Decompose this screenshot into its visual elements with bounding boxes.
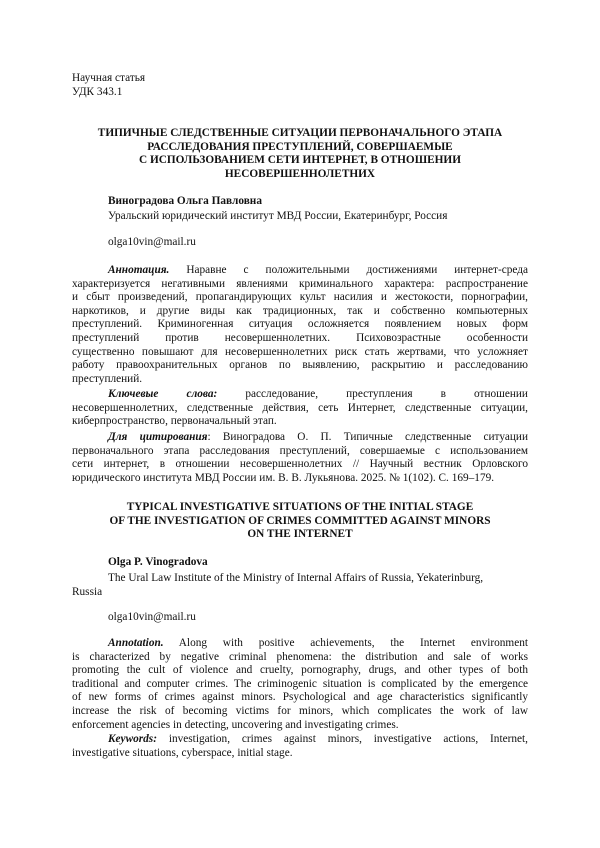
en-keywords xyxy=(72,733,528,760)
en-abstract-line: Along with positive achievements, the Internet environment xyxy=(179,637,528,649)
ru-author-block xyxy=(108,195,528,223)
en-keywords-line: investigation, crimes against minors, investigative actions, Internet, xyxy=(169,733,528,745)
ru-author-name: Виноградова Ольга Павловна xyxy=(108,195,528,209)
ru-title xyxy=(72,127,528,181)
ru-keywords-line: расследование, преступления в отношении xyxy=(245,388,528,400)
ru-keywords xyxy=(72,388,528,429)
ru-citation-line: юридического института МВД России им. В. В. Лукьянова. 2025. № 1(102). С. 169–179. xyxy=(72,472,528,486)
ru-email xyxy=(108,236,564,250)
ru-abstract-label: Аннотация. xyxy=(108,264,169,276)
en-abstract-line: enforcement agencies in detecting, uncovering and investigating crimes. xyxy=(72,719,528,733)
en-title-line: ON THE INTERNET xyxy=(72,528,528,542)
en-title-line: TYPICAL INVESTIGATIVE SITUATIONS OF THE INITIAL STAGE xyxy=(72,501,528,515)
ru-abstract-line: существенно повышают для несовершеннолетних риск стать жертвами, что усложняет xyxy=(72,346,528,360)
ru-abstract-first-line xyxy=(72,264,528,278)
en-keywords-line: investigative situations, cyberspace, initial stage. xyxy=(72,747,528,761)
ru-citation xyxy=(72,431,528,485)
en-author-name: Olga P. Vinogradova xyxy=(108,556,528,570)
ru-citation-line: : Виноградова О. П. Типичные следственные ситуации xyxy=(208,431,528,443)
article-header xyxy=(72,72,528,99)
ru-citation-line: первоначального этапа расследования преступлений, совершаемые с использованием xyxy=(72,445,528,459)
en-email xyxy=(108,611,564,625)
en-author-block xyxy=(108,556,528,570)
ru-abstract-line: наркотиков, и другие виды как традиционных, так и собственно компьютерных xyxy=(72,305,528,319)
en-abstract-line: of new forms of crimes against minors. Psychological and age characteristics significantly xyxy=(72,691,528,705)
ru-abstract-line: и сбыт произведений, пропагандирующих культ насилия и жестокости, порнографии, xyxy=(72,291,528,305)
ru-title-line: НЕСОВЕРШЕННОЛЕТНИХ xyxy=(72,168,528,182)
ru-abstract-line: характеризуется негативными явлениями криминального характера: распространение xyxy=(72,278,528,292)
en-title xyxy=(72,501,528,542)
ru-abstract xyxy=(72,264,528,386)
ru-abstract-line: Наравне с положительными достижениями интернет-среда xyxy=(186,264,528,276)
en-abstract xyxy=(72,637,528,732)
en-abstract-line: increase the risk of becoming victims for minors, which complicates the work of law xyxy=(72,705,528,719)
ru-affiliation: Уральский юридический институт МВД России, Екатеринбург, Россия xyxy=(108,210,528,224)
ru-abstract-line: преступлений. Криминогенная ситуация осложняется появлением новых форм xyxy=(72,318,528,332)
en-abstract-line: traditional and computer crimes. The criminogenic situation is complicated by the emergence xyxy=(72,678,528,692)
article-type: Научная статья xyxy=(72,72,528,86)
en-title-line: OF THE INVESTIGATION OF CRIMES COMMITTED AGAINST MINORS xyxy=(72,515,528,529)
ru-keywords-first-line xyxy=(72,388,528,402)
ru-title-line: ТИПИЧНЫЕ СЛЕДСТВЕННЫЕ СИТУАЦИИ ПЕРВОНАЧАЛЬНОГО ЭТАПА xyxy=(72,127,528,141)
en-abstract-line: is characterized by negative criminal phenomena: the distribution and sale of works xyxy=(72,651,528,665)
udc-code: УДК 343.1 xyxy=(72,86,528,100)
ru-title-line: С ИСПОЛЬЗОВАНИЕМ СЕТИ ИНТЕРНЕТ, В ОТНОШЕНИИ xyxy=(72,154,528,168)
article-page xyxy=(0,0,600,848)
en-abstract-first-line xyxy=(72,637,528,651)
ru-abstract-line: преступлений. xyxy=(72,373,528,387)
en-email-text: olga10vin@mail.ru xyxy=(108,611,564,625)
en-abstract-label: Annotation. xyxy=(108,637,164,649)
ru-keywords-line: несовершеннолетних, следственные действия, сеть Интернет, следственные ситуации, xyxy=(72,402,528,416)
ru-title-line: РАССЛЕДОВАНИЯ ПРЕСТУПЛЕНИЙ, СОВЕРШАЕМЫЕ xyxy=(72,141,528,155)
ru-email-text: olga10vin@mail.ru xyxy=(108,236,564,250)
en-affiliation-line: The Ural Law Institute of the Ministry of Internal Affairs of Russia, Yekaterinburg, xyxy=(72,572,528,586)
en-abstract-line: promoting the cult of violence and cruelty, pornography, drugs, and other types of both xyxy=(72,664,528,678)
ru-keywords-line: киберпространство, первоначальный этап. xyxy=(72,415,528,429)
en-keywords-label: Keywords: xyxy=(108,733,157,745)
ru-citation-label: Для цитирования xyxy=(108,431,208,443)
ru-citation-first-line xyxy=(72,431,528,445)
ru-abstract-line: работу правоохранительных органов по выявлению, раскрытию и расследованию xyxy=(72,359,528,373)
en-affiliation xyxy=(72,572,528,599)
ru-abstract-line: преступлений против несовершеннолетних. Психовозрастные особенности xyxy=(72,332,528,346)
ru-keywords-label: Ключевые слова: xyxy=(108,388,217,400)
en-affiliation-line: Russia xyxy=(72,586,528,600)
ru-citation-line: сети интернет, в отношении несовершеннолетних // Научный вестник Орловского xyxy=(72,458,528,472)
en-keywords-first-line xyxy=(72,733,528,747)
